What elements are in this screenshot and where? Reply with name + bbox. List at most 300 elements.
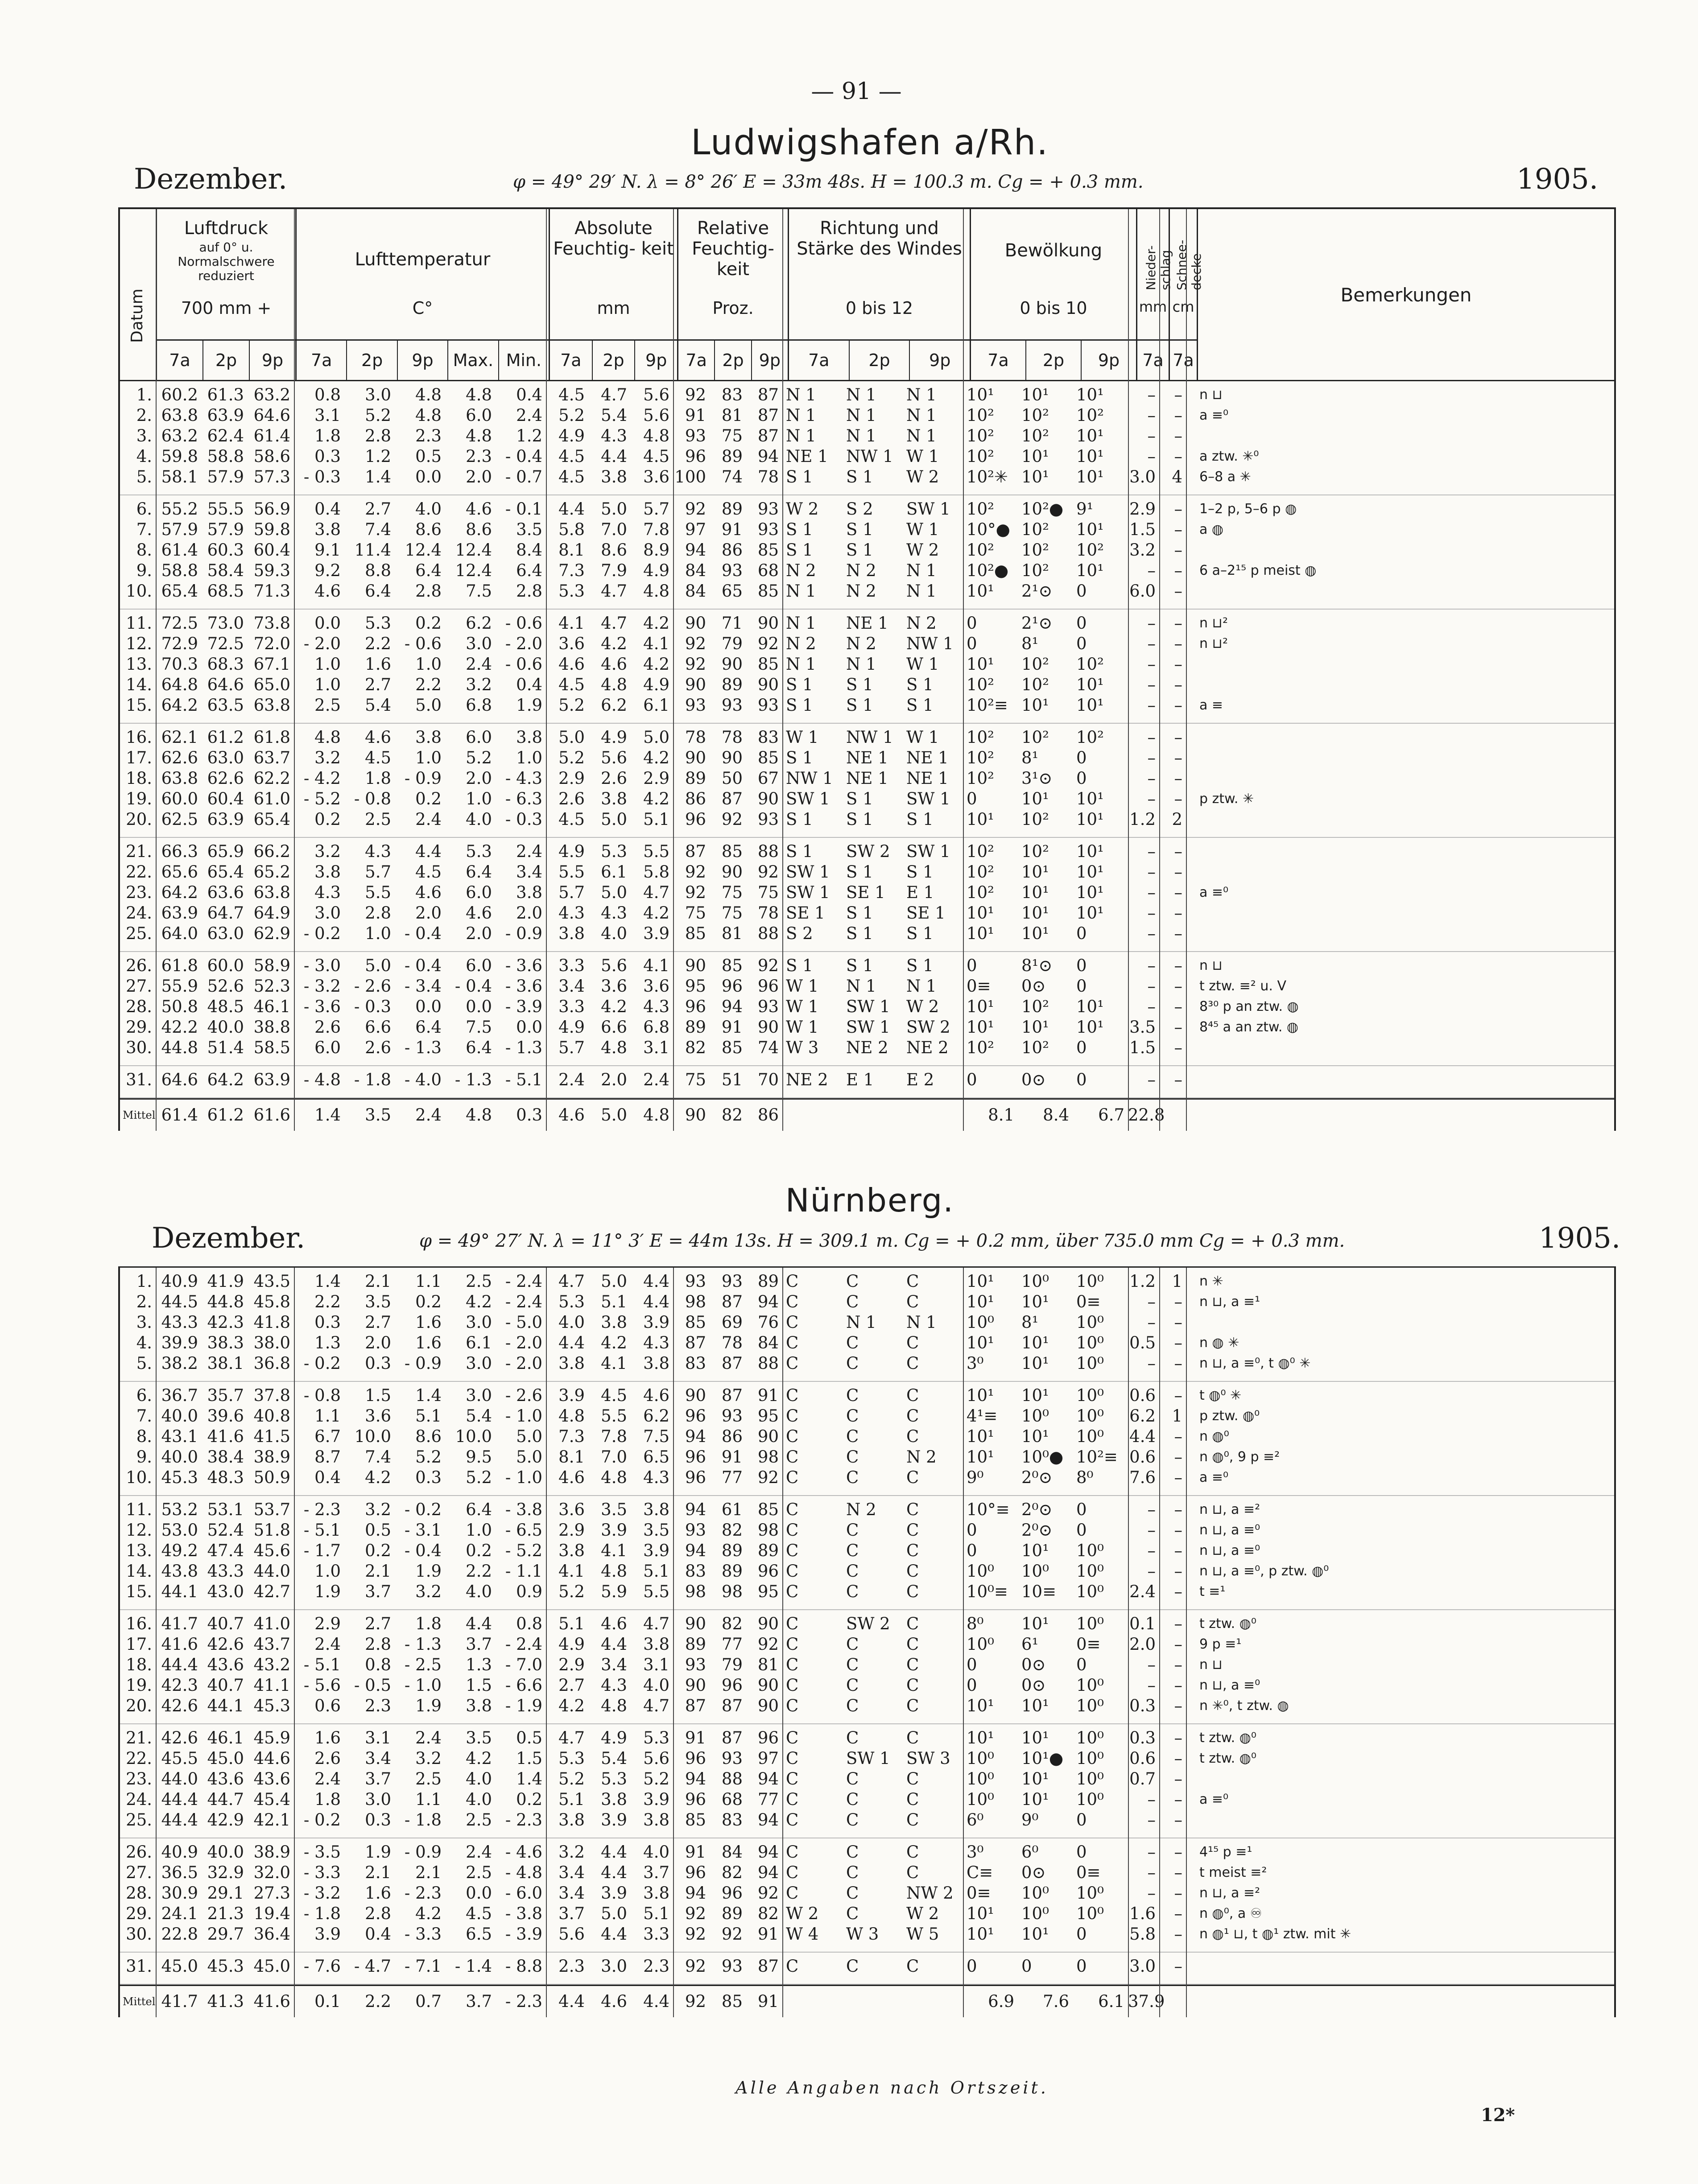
table-cell: 3.2 <box>415 1582 442 1601</box>
table-cell: 0.4 <box>314 499 341 519</box>
table-cell: 3.9 <box>601 1883 627 1903</box>
table-cell: - 3.9 <box>505 997 542 1016</box>
table-cell: 0.3 <box>1129 1696 1156 1715</box>
table-cell: 92 <box>757 1883 779 1903</box>
table-cell: 35.7 <box>207 1386 244 1405</box>
table-cell: 75 <box>685 1070 706 1089</box>
table-cell: C <box>786 1863 799 1882</box>
row-group <box>120 1953 1614 1985</box>
table-cell: 38.9 <box>253 1842 290 1862</box>
table-cell: 2⁰⊙ <box>1021 1521 1053 1540</box>
table-cell: 0.5 <box>1129 1333 1156 1352</box>
table-cell: 2⁰⊙ <box>1021 1500 1053 1519</box>
table-cell: SW 2 <box>906 1018 950 1037</box>
table-cell: 0.2 <box>415 614 442 633</box>
table-cell: 1.1 <box>415 1790 442 1809</box>
table-cell: 10² <box>967 862 994 882</box>
table-cell: 4.0 <box>601 924 627 943</box>
table-cell: 3.4 <box>558 1883 585 1903</box>
table-cell: S 1 <box>846 467 873 486</box>
table-row <box>120 1467 1614 1488</box>
table-cell: 8¹ <box>1021 748 1039 767</box>
table-cell: S 1 <box>846 520 873 539</box>
table-cell: 8.6 <box>415 1427 442 1446</box>
table-cell: 90 <box>757 614 779 633</box>
table-cell: 1.5 <box>516 1749 542 1768</box>
table-cell: 3.8 <box>516 883 542 902</box>
table-cell: 4.9 <box>558 1635 585 1654</box>
table-cell: 10² <box>1021 810 1049 829</box>
table-cell: 9.5 <box>466 1447 492 1467</box>
table-cell: 3¹⊙ <box>1021 769 1053 788</box>
table-cell: 36.5 <box>161 1863 198 1882</box>
table-cell: C <box>786 1521 799 1540</box>
table-cell: NE 1 <box>846 614 888 633</box>
table-cell: 3.8 <box>601 467 627 486</box>
table-cell: 10¹ <box>967 655 994 674</box>
table-cell: C <box>786 1728 799 1747</box>
table-cell: N 2 <box>846 634 876 653</box>
mittel-cell: 37.9 <box>1128 1992 1165 2011</box>
table-cell: 3.8 <box>601 789 627 808</box>
table-cell: 92 <box>685 385 706 404</box>
table-cell: C <box>786 1541 799 1560</box>
table-cell: W 2 <box>906 467 939 486</box>
table-cell: 26. <box>126 1842 152 1862</box>
table-cell: 40.7 <box>207 1614 244 1633</box>
table-cell: 2.7 <box>365 675 391 694</box>
table-cell: 15. <box>126 696 152 715</box>
header-lufttemperatur: Lufttemperatur C° 7a 2p 9p Max. Min. <box>297 209 550 380</box>
table-cell: 64.7 <box>207 903 244 923</box>
mittel-cell: 0.7 <box>415 1992 442 2011</box>
table-cell: 5.8 <box>1129 1924 1156 1944</box>
table-cell: C <box>846 1386 859 1405</box>
table-cell: N 1 <box>906 406 937 425</box>
table-cell: 52.4 <box>207 1521 244 1540</box>
table-cell: 63.7 <box>253 748 290 767</box>
table-cell: 44.4 <box>161 1655 198 1674</box>
table-cell: 84 <box>721 1842 743 1862</box>
table-cell: 97 <box>685 520 706 539</box>
table-cell: - 0.9 <box>404 1354 442 1373</box>
row-group <box>120 610 1614 724</box>
table-cell: C <box>906 1582 919 1601</box>
table-cell: - 3.6 <box>505 956 542 975</box>
table-cell: 10² <box>1021 561 1049 580</box>
table-cell: 89 <box>721 1562 743 1581</box>
table-cell: 5.6 <box>558 1924 585 1944</box>
table-cell: 5.7 <box>558 883 585 902</box>
table-cell: 0.8 <box>516 1614 542 1633</box>
table-cell: - 5.2 <box>505 1541 542 1560</box>
table-cell: 4 <box>1172 467 1182 486</box>
table-row <box>120 654 1614 675</box>
table-cell: C <box>846 1468 859 1487</box>
table-cell: 53.7 <box>253 1500 290 1519</box>
table-cell: 65.9 <box>207 842 244 861</box>
table-cell: – <box>1147 1863 1156 1882</box>
table-cell: 3.5 <box>365 1292 391 1311</box>
table-cell: 10² <box>967 447 994 466</box>
mittel-cell: 41.6 <box>253 1992 290 2011</box>
table-cell: – <box>1174 520 1182 539</box>
table-cell: 22. <box>126 862 152 882</box>
table-cell: 0 <box>1076 1070 1087 1089</box>
table-row <box>120 862 1614 882</box>
table-cell: 10¹ <box>967 997 994 1016</box>
table-cell: 9. <box>136 1447 152 1467</box>
table-cell: 90 <box>685 614 706 633</box>
table-cell: - 4.3 <box>505 769 542 788</box>
table-cell: – <box>1174 1614 1182 1633</box>
table-cell: 83 <box>721 1810 743 1830</box>
table-cell: 16. <box>126 1614 152 1633</box>
table-cell: 10⁰ <box>1076 1728 1104 1747</box>
table-cell: NE 1 <box>906 769 949 788</box>
table-cell: 0 <box>1076 748 1087 767</box>
row-group <box>120 1496 1614 1610</box>
table-cell: 10⁰ <box>1076 1541 1104 1560</box>
table-cell: 90 <box>685 956 706 975</box>
table-cell: C <box>846 1541 859 1560</box>
table-cell: 2⁰⊙ <box>1021 1468 1053 1487</box>
table-cell: 0.2 <box>415 1292 442 1311</box>
table-cell: 60.0 <box>161 789 198 808</box>
table-cell: 94 <box>757 1292 779 1311</box>
table-cell: 6.4 <box>466 862 492 882</box>
table-cell: – <box>1147 1810 1156 1830</box>
table-cell: - 3.2 <box>303 977 341 996</box>
table-cell: 10² <box>1021 406 1049 425</box>
table-cell: 3.3 <box>643 1924 669 1944</box>
table-cell: 43.0 <box>207 1582 244 1601</box>
table-row <box>120 1634 1614 1655</box>
table-cell: - 6.3 <box>505 789 542 808</box>
table-cell: 89 <box>721 1541 743 1560</box>
table-row <box>120 1312 1614 1333</box>
table-cell: 5.2 <box>466 1468 492 1487</box>
table-cell: 2.9 <box>558 769 585 788</box>
table-cell: 10²✳ <box>967 467 1008 486</box>
table-cell: 10¹ <box>1076 1018 1104 1037</box>
table-cell: 53.2 <box>161 1500 198 1519</box>
remark-cell: 6–8 a ✳ <box>1199 469 1251 485</box>
table-cell: 42.1 <box>253 1810 290 1830</box>
table-cell: W 1 <box>906 520 939 539</box>
table-cell: 3.8 <box>314 862 341 882</box>
table-cell: 10¹ <box>1021 1333 1049 1352</box>
table-cell: 2.1 <box>365 1863 391 1882</box>
table-cell: – <box>1174 581 1182 601</box>
station-2-rows <box>120 1268 1614 2017</box>
table-cell: W 1 <box>786 728 819 747</box>
table-cell: 53.1 <box>207 1500 244 1519</box>
table-cell: 1.0 <box>365 924 391 943</box>
table-cell: NE 2 <box>786 1070 828 1089</box>
table-cell: 3.9 <box>643 1541 669 1560</box>
table-cell: 87 <box>685 842 706 861</box>
column-divider <box>782 1268 783 2017</box>
table-cell: 2.0 <box>1129 1635 1156 1654</box>
table-cell: 98 <box>721 1582 743 1601</box>
table-cell: 0 <box>967 634 977 653</box>
table-cell: 4.4 <box>466 1614 492 1633</box>
table-cell: 4.5 <box>558 675 585 694</box>
row-group <box>120 838 1614 952</box>
table-cell: 3.2 <box>415 1749 442 1768</box>
table-cell: 3.0 <box>466 1313 492 1332</box>
mittel-cell <box>1159 1100 1186 1131</box>
table-cell: 2.5 <box>415 1769 442 1788</box>
column-divider <box>294 209 295 1131</box>
table-cell: C <box>906 1562 919 1581</box>
table-cell: 62.1 <box>161 728 198 747</box>
table-cell: 5.2 <box>558 748 585 767</box>
table-cell: 81 <box>721 924 743 943</box>
table-cell: 0 <box>1076 1810 1087 1830</box>
table-cell: C <box>846 1354 859 1373</box>
table-cell: 3.8 <box>643 1500 669 1519</box>
table-cell: 2.7 <box>558 1676 585 1695</box>
table-cell: 10¹ <box>967 1333 994 1352</box>
table-cell: 96 <box>721 977 743 996</box>
header-bemerkungen: Bemerkungen <box>1340 284 1472 306</box>
table-cell: 63.8 <box>161 406 198 425</box>
table-cell: 4.6 <box>643 1386 669 1405</box>
station-1-name: Ludwigshafen a/Rh. <box>690 123 1049 163</box>
table-cell: 3.2 <box>365 1500 391 1519</box>
table-cell: 73.8 <box>253 614 290 633</box>
table-cell: 4.4 <box>415 842 442 861</box>
table-cell: 0.4 <box>365 1924 391 1944</box>
table-cell: 1.8 <box>314 1790 341 1809</box>
table-cell: 43.3 <box>161 1313 198 1332</box>
table-cell: 94 <box>757 447 779 466</box>
table-cell: 3.0 <box>1129 467 1156 486</box>
remark-cell: 4¹⁵ p ≡¹ <box>1199 1844 1252 1860</box>
table-cell: 61.3 <box>207 385 244 404</box>
table-cell: 55.9 <box>161 977 198 996</box>
table-cell: 10² <box>1021 728 1049 747</box>
remark-cell: n ⊔ <box>1199 387 1223 403</box>
table-cell: 4.0 <box>466 810 492 829</box>
table-cell: 1. <box>136 1272 152 1291</box>
table-cell: 71.3 <box>253 581 290 601</box>
table-cell: 40.0 <box>161 1447 198 1467</box>
table-cell: 40.0 <box>207 1842 244 1862</box>
table-cell: 78 <box>685 728 706 747</box>
table-cell: - 6.0 <box>505 1883 542 1903</box>
table-cell: 57.3 <box>253 467 290 486</box>
table-cell: - 0.6 <box>404 634 442 653</box>
table-cell: – <box>1174 1842 1182 1862</box>
table-cell: - 0.4 <box>404 956 442 975</box>
table-cell: S 1 <box>906 675 934 694</box>
remark-cell: a ≡⁰ <box>1199 1470 1229 1485</box>
table-cell: 10² <box>1021 842 1049 861</box>
table-cell: 93 <box>757 696 779 715</box>
table-cell: 10¹ <box>1021 1018 1049 1037</box>
table-cell: 7. <box>136 520 152 539</box>
table-cell: 2.3 <box>466 447 492 466</box>
table-cell: 3.7 <box>365 1582 391 1601</box>
table-cell: 52.3 <box>253 977 290 996</box>
table-row <box>120 1333 1614 1353</box>
table-cell: 2.9 <box>1129 499 1156 519</box>
table-cell: 1.8 <box>415 1614 442 1633</box>
table-cell: 16. <box>126 728 152 747</box>
table-cell: 63.8 <box>253 883 290 902</box>
table-cell: 3.8 <box>601 1313 627 1332</box>
table-cell: 87 <box>721 1386 743 1405</box>
table-cell: 4.2 <box>601 1333 627 1352</box>
table-cell: 4.8 <box>601 1562 627 1581</box>
table-cell: 5.1 <box>558 1614 585 1633</box>
mittel-cell: 90 <box>685 1105 706 1125</box>
table-cell: – <box>1174 1562 1182 1581</box>
table-cell: - 1.3 <box>454 1070 492 1089</box>
table-cell: C <box>786 1842 799 1862</box>
table-cell: 71 <box>721 614 743 633</box>
table-cell: 87 <box>721 1696 743 1715</box>
table-cell: 3.8 <box>558 1541 585 1560</box>
table-cell: 26. <box>126 956 152 975</box>
table-cell: 5.0 <box>558 728 585 747</box>
table-cell: – <box>1174 903 1182 923</box>
table-cell: N 2 <box>906 614 937 633</box>
table-cell: 10² <box>967 1038 994 1057</box>
table-cell: 0 <box>1076 634 1087 653</box>
table-cell: 42.7 <box>253 1582 290 1601</box>
table-cell: 18. <box>126 1655 152 1674</box>
remark-cell: a ◍ <box>1199 522 1224 537</box>
table-cell: - 8.8 <box>505 1957 542 1976</box>
table-row <box>120 1385 1614 1406</box>
table-cell: 77 <box>757 1790 779 1809</box>
table-cell: NE 1 <box>906 748 949 767</box>
remark-cell: n ⊔, a ≡⁰, p ztw. ◍⁰ <box>1199 1563 1329 1579</box>
table-cell: 10² <box>967 426 994 445</box>
table-cell: 90 <box>757 1696 779 1715</box>
table-cell: 75 <box>757 883 779 902</box>
table-cell: – <box>1174 789 1182 808</box>
table-cell: 10² <box>967 842 994 861</box>
table-cell: 4.1 <box>643 634 669 653</box>
table-cell: 3.4 <box>601 1655 627 1674</box>
table-cell: 61 <box>721 1500 743 1519</box>
table-cell: W 5 <box>906 1924 939 1944</box>
table-cell: 46.1 <box>253 997 290 1016</box>
table-cell: – <box>1147 447 1156 466</box>
table-cell: 4.7 <box>643 1614 669 1633</box>
table-cell: - 0.4 <box>404 1541 442 1560</box>
table-cell: 66.2 <box>253 842 290 861</box>
table-cell: 6.8 <box>466 696 492 715</box>
table-cell: 44.4 <box>161 1790 198 1809</box>
table-cell: 7.9 <box>601 561 627 580</box>
mittel-remark <box>1186 1100 1614 1131</box>
table-cell: 10² <box>1076 655 1104 674</box>
table-cell: 4.5 <box>558 467 585 486</box>
table-cell: 92 <box>757 634 779 653</box>
table-cell: 0 <box>1076 1957 1087 1976</box>
table-cell: 10.0 <box>455 1427 492 1446</box>
table-cell: 0.2 <box>314 810 341 829</box>
remark-cell: 8³⁰ p an ztw. ◍ <box>1199 999 1299 1014</box>
table-cell: 51 <box>721 1070 743 1089</box>
table-cell: 4.6 <box>415 883 442 902</box>
table-cell: S 1 <box>846 924 873 943</box>
table-cell: 17. <box>126 748 152 767</box>
table-cell: 4.7 <box>558 1272 585 1291</box>
table-cell: - 4.2 <box>303 769 341 788</box>
table-cell: C <box>846 1562 859 1581</box>
table-cell: 10¹ <box>1076 696 1104 715</box>
table-cell: 82 <box>757 1904 779 1923</box>
table-cell: 2.4 <box>415 810 442 829</box>
table-cell: 10¹ <box>1021 1696 1049 1715</box>
table-row <box>120 1728 1614 1748</box>
table-cell: 78 <box>721 728 743 747</box>
table-cell: 92 <box>685 883 706 902</box>
table-cell: C <box>846 1582 859 1601</box>
table-cell: – <box>1147 1562 1156 1581</box>
table-cell: 5.0 <box>516 1447 542 1467</box>
table-cell: 72.5 <box>161 614 198 633</box>
remark-cell: n ⊔ <box>1199 1657 1223 1673</box>
remark-cell <box>1186 841 1614 862</box>
table-row <box>120 1426 1614 1447</box>
table-cell: 1.5 <box>466 1676 492 1695</box>
table-cell: NE 1 <box>846 748 888 767</box>
table-cell: 90 <box>757 1614 779 1633</box>
table-cell: - 0.3 <box>354 997 391 1016</box>
table-cell: 19. <box>126 1676 152 1695</box>
table-cell: 8⁰ <box>1076 1468 1094 1487</box>
table-cell: 43.6 <box>253 1769 290 1788</box>
table-cell: N 1 <box>906 1313 937 1332</box>
table-cell: C <box>906 1614 919 1633</box>
row-group <box>120 1382 1614 1496</box>
table-cell: 0 <box>967 1676 977 1695</box>
table-cell: 5.3 <box>601 1769 627 1788</box>
table-cell: 21.3 <box>207 1904 244 1923</box>
table-cell: - 3.4 <box>404 977 442 996</box>
table-cell: 0 <box>1076 956 1087 975</box>
table-cell: 10² <box>967 406 994 425</box>
table-cell: 10.0 <box>354 1427 391 1446</box>
table-cell: 4.2 <box>415 1904 442 1923</box>
remark-cell <box>1186 675 1614 695</box>
table-cell: 57.9 <box>207 520 244 539</box>
table-cell: 72.0 <box>253 634 290 653</box>
mittel-cell: 0.1 <box>314 1992 341 2011</box>
table-cell: 19.4 <box>253 1904 290 1923</box>
table-cell: 67 <box>757 769 779 788</box>
table-cell: 4.8 <box>601 1468 627 1487</box>
table-cell: N 1 <box>906 426 937 445</box>
table-cell: 5.3 <box>558 1292 585 1311</box>
table-cell: 28. <box>126 997 152 1016</box>
remark-cell: n ⊔, a ≡⁰, t ◍⁰ ✳ <box>1199 1356 1311 1371</box>
table-cell: - 1.8 <box>354 1070 391 1089</box>
table-cell: – <box>1174 1018 1182 1037</box>
table-cell: 6.0 <box>466 883 492 902</box>
table-cell: 0 <box>1076 1521 1087 1540</box>
table-cell: W 1 <box>906 655 939 674</box>
table-cell: – <box>1174 1635 1182 1654</box>
